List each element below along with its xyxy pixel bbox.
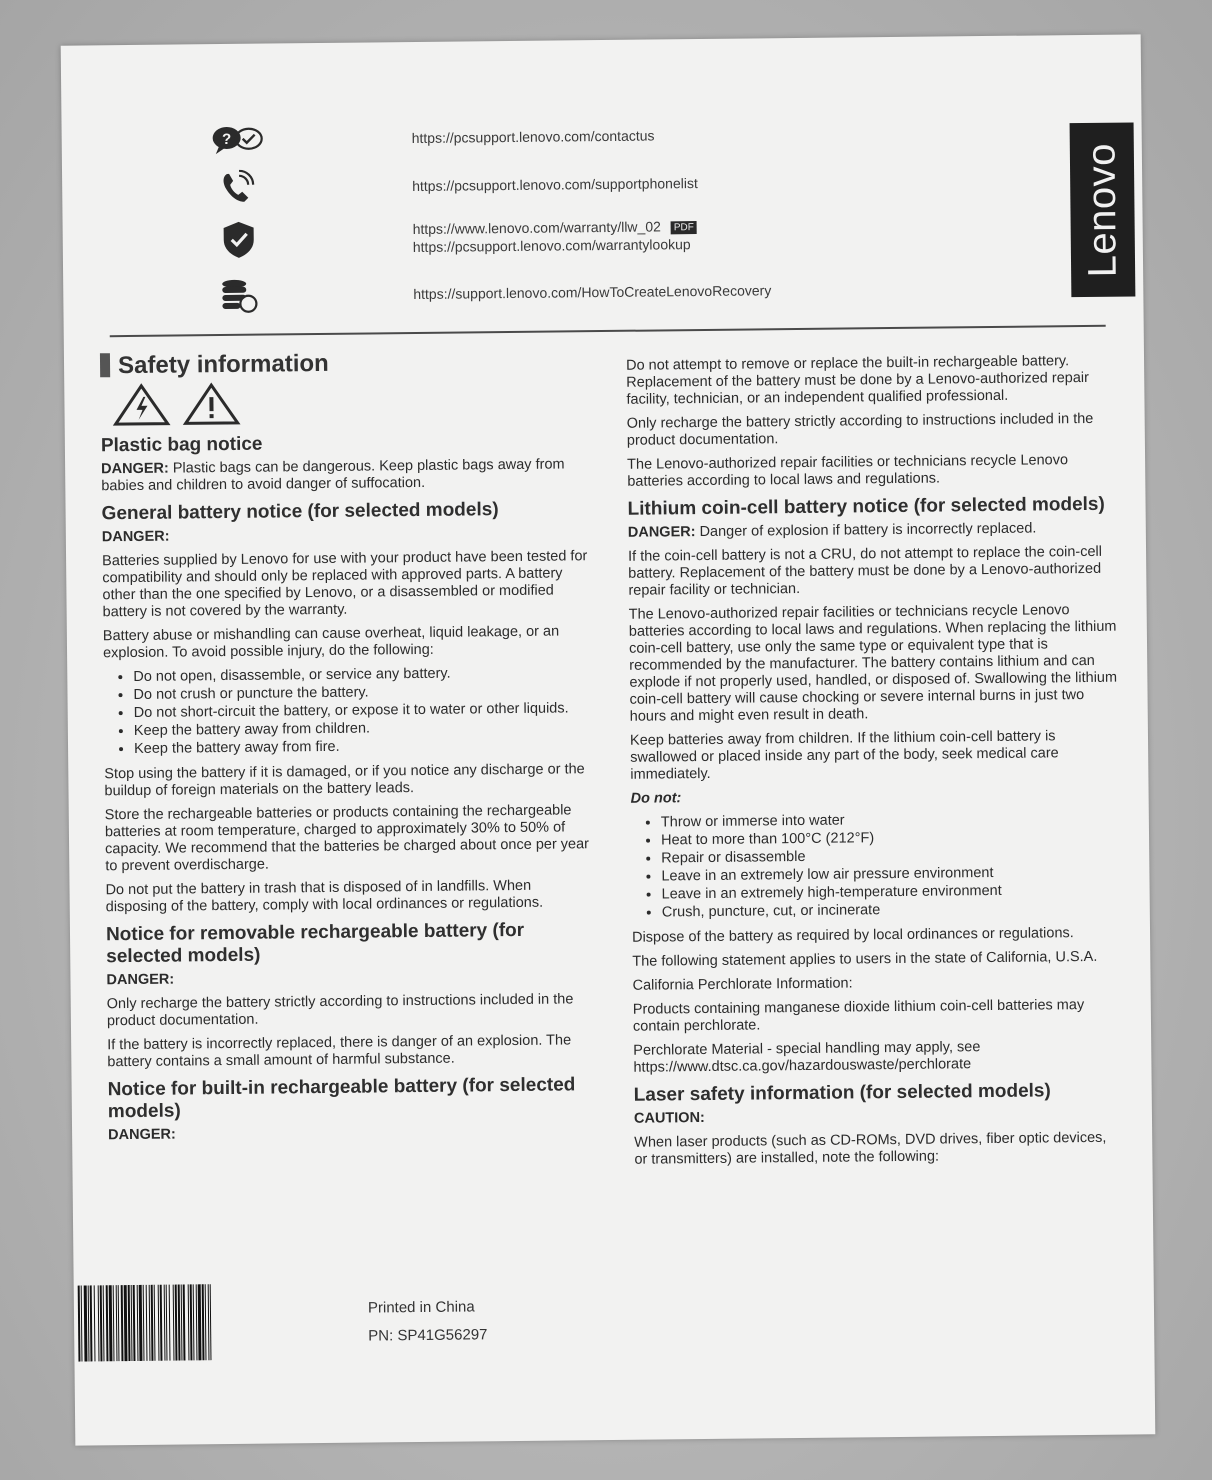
- warning-icons: [112, 378, 588, 427]
- do-not-label: Do not:: [630, 790, 682, 807]
- link-row-warranty: [211, 215, 698, 260]
- coin-cell-bullets: [631, 810, 1120, 922]
- paragraph: Products containing manganese dioxide lithium coin-cell batteries may contain perchlorate.: [632, 997, 1085, 1035]
- caution-label: CAUTION:: [633, 1110, 705, 1127]
- paragraph: If the coin-cell battery is not a CRU, do not attempt to replace the coin-cell battery. Replacement of the battery must be done by a Lenovo-authorized repair facility or technician.: [627, 543, 1103, 599]
- coin-cell-danger: DANGER: Danger of explosion if battery is incorrectly replaced.: [627, 520, 1037, 541]
- paragraph: Keep batteries away from children. If the lithium coin-cell battery is swallowed or placed inside any part of the body, seek medical care immediately.: [629, 728, 1059, 783]
- chat-support-icon: [209, 120, 265, 161]
- plastic-bag-text: DANGER: Plastic bags can be dangerous. Keep plastic bags away from babies and children to avoid danger of suffocation.: [101, 456, 565, 495]
- list-item: • Keep the battery away from children.: [134, 718, 592, 740]
- builtin-battery-heading: Notice for built-in rechargeable battery (for selected models): [107, 1074, 576, 1123]
- electrical-hazard-icon: [112, 383, 170, 428]
- list-item: • Do not open, disassemble, or service any battery.: [133, 664, 591, 686]
- document-sheet: [61, 34, 1156, 1445]
- list-item: • Crush, puncture, cut, or incinerate: [662, 900, 1120, 922]
- list-item: • Do not crush or puncture the battery.: [133, 682, 591, 704]
- danger-label: DANGER:: [627, 524, 696, 541]
- link-row-phone: [210, 163, 698, 208]
- left-column: [100, 348, 596, 1151]
- list-item: • Heat to more than 100°C (212°F): [661, 828, 1119, 850]
- database-recovery-icon: [211, 276, 267, 317]
- link-row-recovery: [211, 270, 771, 316]
- right-column: [626, 353, 1123, 1176]
- danger-label: DANGER:: [101, 460, 169, 478]
- paragraph: Do not attempt to remove or replace the built-in rechargeable battery. Replacement of the battery must be done by a Lenovo-authorized repair facility, technician, or an independent qualified professional.: [625, 353, 1089, 408]
- printed-in: Printed in China: [367, 1298, 475, 1317]
- print-info: [368, 1293, 488, 1350]
- list-item: • Do not short-circuit the battery, or expose it to water or other liquids.: [134, 700, 592, 722]
- paragraph: When laser products (such as CD-ROMs, DVD drives, fiber optic devices, or transmitters) are installed, note the following:: [634, 1129, 1107, 1168]
- pdf-badge: PDF: [671, 221, 697, 234]
- support-links: [61, 35, 1064, 335]
- caution-triangle-icon: [182, 382, 240, 427]
- paragraph: California Perchlorate Information:: [632, 975, 853, 994]
- paragraph: Perchlorate Material - special handling may apply, see https://www.dtsc.ca.gov/hazardouswaste/perchlorate: [633, 1039, 981, 1076]
- coin-cell-heading: Lithium coin-cell battery notice (for selected models): [627, 493, 1105, 520]
- logo-text: Lenovo: [1079, 142, 1125, 278]
- paragraph: Stop using the battery if it is damaged, or if you notice any discharge or the buildup of foreign materials on the battery leads.: [104, 761, 585, 800]
- contact-url[interactable]: https://pcsupport.lenovo.com/contactus: [411, 127, 655, 147]
- danger-label: DANGER:: [101, 528, 170, 546]
- plastic-bag-heading: Plastic bag notice: [100, 433, 263, 457]
- list-item: • Repair or disassemble: [661, 846, 1119, 868]
- svg-text:?: ?: [222, 130, 232, 149]
- general-battery-heading: General battery notice (for selected models): [101, 499, 499, 525]
- paragraph: Only recharge the battery strictly according to instructions included in the product documentation.: [626, 410, 1094, 449]
- phone-list-url[interactable]: https://pcsupport.lenovo.com/supportphonelist: [412, 175, 698, 195]
- paragraph: Dispose of the battery as required by local ordinances or regulations.: [631, 925, 1074, 946]
- lenovo-logo: [1070, 122, 1136, 297]
- safety-title: Safety information: [117, 349, 329, 379]
- shield-check-icon: [211, 220, 267, 261]
- warranty-urls: [413, 217, 698, 256]
- recovery-url[interactable]: https://support.lenovo.com/HowToCreateLenovoRecovery: [413, 282, 772, 303]
- warranty-lookup-url[interactable]: https://pcsupport.lenovo.com/warrantylookup: [412, 236, 691, 256]
- paragraph: The following statement applies to users in the state of California, U.S.A.: [632, 948, 1098, 970]
- paragraph: The Lenovo-authorized repair facilities or technicians recycle Lenovo batteries according to local laws and regulations.: [627, 452, 1069, 490]
- barcode-bar: [211, 1284, 214, 1360]
- list-item: • Keep the battery away from fire.: [134, 736, 592, 758]
- battery-bullets: [103, 664, 592, 758]
- list-item: • Leave in an extremely low air pressure environment: [661, 864, 1119, 886]
- danger-label: DANGER:: [108, 1126, 176, 1144]
- title-bar: [100, 353, 110, 377]
- link-row-contact: [209, 115, 654, 160]
- list-item: • Throw or immerse into water: [661, 810, 1119, 832]
- section-title: [100, 348, 588, 377]
- paragraph: Only recharge the battery strictly according to instructions included in the product documentation.: [106, 991, 574, 1030]
- laser-heading: Laser safety information (for selected models): [633, 1080, 1051, 1106]
- warranty-pdf-url[interactable]: https://www.lenovo.com/warranty/llw_02: [412, 218, 661, 238]
- paragraph: Battery abuse or mishandling can cause overheat, liquid leakage, or an explosion. To avoid possible injury, do the following:: [102, 623, 560, 662]
- list-item: • Leave in an extremely high-temperature environment: [662, 882, 1120, 904]
- danger-label: DANGER:: [106, 971, 175, 989]
- paragraph: Store the rechargeable batteries or products containing the rechargeable batteries at room temperature, charged to approximately 30% to 50% of capacity. We recommend that the batteries be charged about once per year to prevent overdischarge.: [104, 802, 590, 875]
- paragraph: If the battery is incorrectly replaced, there is danger of an explosion. The battery contains a small amount of harmful substance.: [107, 1032, 572, 1071]
- removable-battery-heading: Notice for removable rechargeable battery (for selected models): [105, 919, 525, 968]
- barcode: [78, 1283, 325, 1362]
- phone-icon: [210, 168, 266, 209]
- paragraph: The Lenovo-authorized repair facilities or technicians recycle Lenovo batteries according to local laws and regulations. When replacing the lithium coin-cell battery, use only the same type or equivalent type that is recommended by the manufacturer. The battery contains lithium and can explode if not properly used, handled, or disposed of. Swallowing the lithium coin-cell battery will cause chocking or severe internal burns in just two hours and might even result in death.: [628, 602, 1118, 725]
- paragraph: Do not put the battery in trash that is disposed of in landfills. When disposing of the battery, comply with local ordinances or regulations.: [105, 877, 544, 916]
- paragraph: Batteries supplied by Lenovo for use with your product have been tested for compatibility and should only be replaced with approved parts. A battery other than the one specified by Lenovo, or a disassembled or modified battery is not covered by the warranty.: [102, 548, 588, 621]
- part-number: PN: SP41G56297: [368, 1326, 488, 1345]
